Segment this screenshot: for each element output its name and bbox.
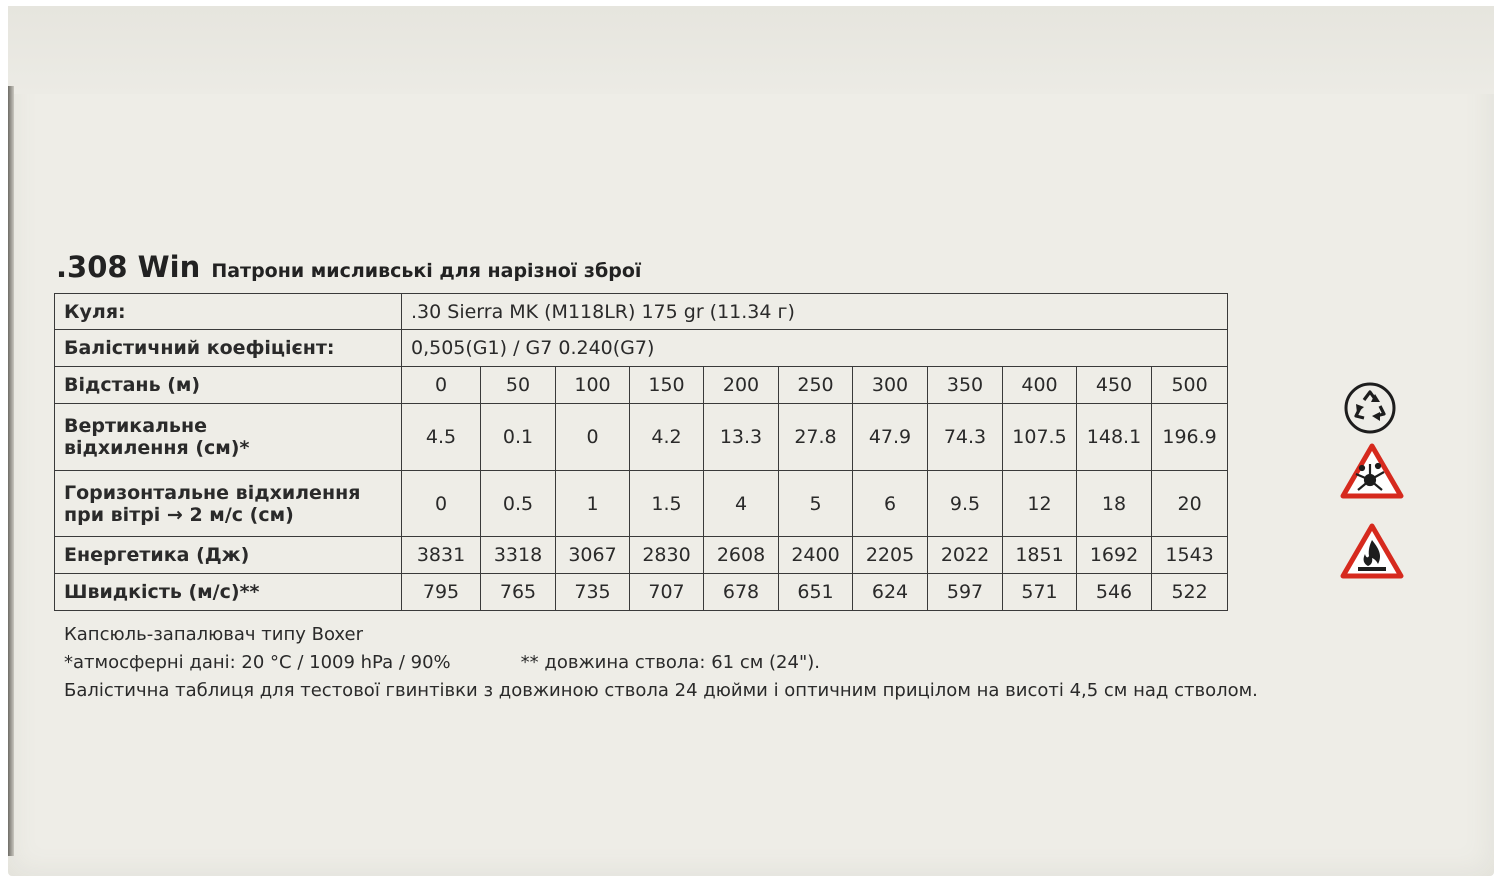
- energy-label: Енергетика (Дж): [55, 537, 402, 574]
- vertical-cell: 74.3: [928, 404, 1003, 471]
- energy-cell: 2830: [630, 537, 704, 574]
- velocity-cell: 765: [481, 574, 556, 611]
- vertical-label-line1: Вертикальне: [64, 415, 207, 437]
- bullet-row: [55, 294, 1228, 330]
- energy-cell: 3831: [402, 537, 481, 574]
- horizontal-cell: 12: [1003, 471, 1077, 537]
- velocity-cell: 546: [1077, 574, 1152, 611]
- horizontal-cell: 0: [402, 471, 481, 537]
- distance-cell: 500: [1152, 367, 1228, 404]
- distance-cell: 450: [1077, 367, 1152, 404]
- vertical-cell: 0: [556, 404, 630, 471]
- bc-label: Балістичний коефіцієнт:: [55, 330, 402, 367]
- ballistic-note: Балістична таблиця для тестової гвинтівки з довжиною ствола 24 дюйми і оптичним прицілом на висоті 4,5 см над стволом.: [64, 680, 1258, 701]
- bullet-value: .30 Sierra MK (M118LR) 175 gr (11.34 г): [402, 294, 1228, 330]
- energy-row: [55, 537, 1228, 574]
- bc-value: 0,505(G1) / G7 0.240(G7): [402, 330, 1228, 367]
- velocity-cell: 707: [630, 574, 704, 611]
- distance-label: Відстань (м): [55, 367, 402, 404]
- energy-cell: 1543: [1152, 537, 1228, 574]
- distance-cell: 0: [402, 367, 481, 404]
- velocity-cell: 571: [1003, 574, 1077, 611]
- distance-row: [55, 367, 1228, 404]
- box-top-flap: [8, 6, 1494, 94]
- velocity-cell: 624: [853, 574, 928, 611]
- velocity-label: Швидкість (м/с)**: [55, 574, 402, 611]
- cartridge-box: [8, 6, 1494, 876]
- energy-cell: 3318: [481, 537, 556, 574]
- velocity-cell: 678: [704, 574, 779, 611]
- vertical-cell: 27.8: [779, 404, 853, 471]
- horizontal-cell: 4: [704, 471, 779, 537]
- horizontal-label-line1: Горизонтальне відхилення: [64, 481, 361, 504]
- velocity-cell: 651: [779, 574, 853, 611]
- barrel-note: ** довжина ствола: 61 см (24").: [520, 652, 820, 673]
- velocity-cell: 597: [928, 574, 1003, 611]
- bullet-label: Куля:: [55, 294, 402, 330]
- velocity-cell: 522: [1152, 574, 1228, 611]
- vertical-label-line2: відхилення (см)*: [64, 437, 250, 459]
- vertical-label: [55, 404, 402, 471]
- energy-cell: 1851: [1003, 537, 1077, 574]
- bc-row: [55, 330, 1228, 367]
- energy-cell: 2205: [853, 537, 928, 574]
- energy-cell: 2022: [928, 537, 1003, 574]
- horizontal-row: [55, 471, 1228, 537]
- vertical-cell: 13.3: [704, 404, 779, 471]
- ballistic-table: [54, 293, 1228, 611]
- flammable-warning-icon: [1340, 522, 1404, 580]
- velocity-cell: 795: [402, 574, 481, 611]
- distance-cell: 50: [481, 367, 556, 404]
- energy-cell: 1692: [1077, 537, 1152, 574]
- vertical-cell: 148.1: [1077, 404, 1152, 471]
- distance-cell: 150: [630, 367, 704, 404]
- primer-note: Капсюль-запалювач типу Boxer: [64, 624, 363, 645]
- product-subtitle: Патрони мисливські для нарізної зброї: [211, 260, 642, 282]
- horizontal-cell: 5: [779, 471, 853, 537]
- vertical-cell: 4.2: [630, 404, 704, 471]
- vertical-cell: 196.9: [1152, 404, 1228, 471]
- atmosphere-barrel-line: [64, 649, 1258, 677]
- vertical-cell: 47.9: [853, 404, 928, 471]
- horizontal-cell: 18: [1077, 471, 1152, 537]
- atmosphere-note: *атмосферні дані: 20 °C / 1009 hPa / 90%: [64, 652, 451, 673]
- horizontal-cell: 0.5: [481, 471, 556, 537]
- box-left-edge: [8, 86, 14, 856]
- distance-cell: 200: [704, 367, 779, 404]
- horizontal-cell: 1.5: [630, 471, 704, 537]
- energy-cell: 3067: [556, 537, 630, 574]
- velocity-cell: 735: [556, 574, 630, 611]
- vertical-row: [55, 404, 1228, 471]
- distance-cell: 100: [556, 367, 630, 404]
- caliber-title: .308 Win: [56, 250, 201, 284]
- horizontal-cell: 9.5: [928, 471, 1003, 537]
- vertical-cell: 0.1: [481, 404, 556, 471]
- energy-cell: 2608: [704, 537, 779, 574]
- distance-cell: 300: [853, 367, 928, 404]
- distance-cell: 400: [1003, 367, 1077, 404]
- vertical-cell: 107.5: [1003, 404, 1077, 471]
- horizontal-cell: 6: [853, 471, 928, 537]
- horizontal-label: [55, 471, 402, 537]
- horizontal-cell: 20: [1152, 471, 1228, 537]
- distance-cell: 250: [779, 367, 853, 404]
- recycle-icon: [1342, 380, 1398, 436]
- vertical-cell: 4.5: [402, 404, 481, 471]
- distance-cell: 350: [928, 367, 1003, 404]
- horizontal-label-line2: при вітрі → 2 м/с (см): [64, 503, 294, 526]
- explosive-warning-icon: [1340, 442, 1404, 500]
- horizontal-cell: 1: [556, 471, 630, 537]
- energy-cell: 2400: [779, 537, 853, 574]
- footer-notes: [64, 621, 1258, 705]
- product-title: [56, 250, 641, 284]
- velocity-row: [55, 574, 1228, 611]
